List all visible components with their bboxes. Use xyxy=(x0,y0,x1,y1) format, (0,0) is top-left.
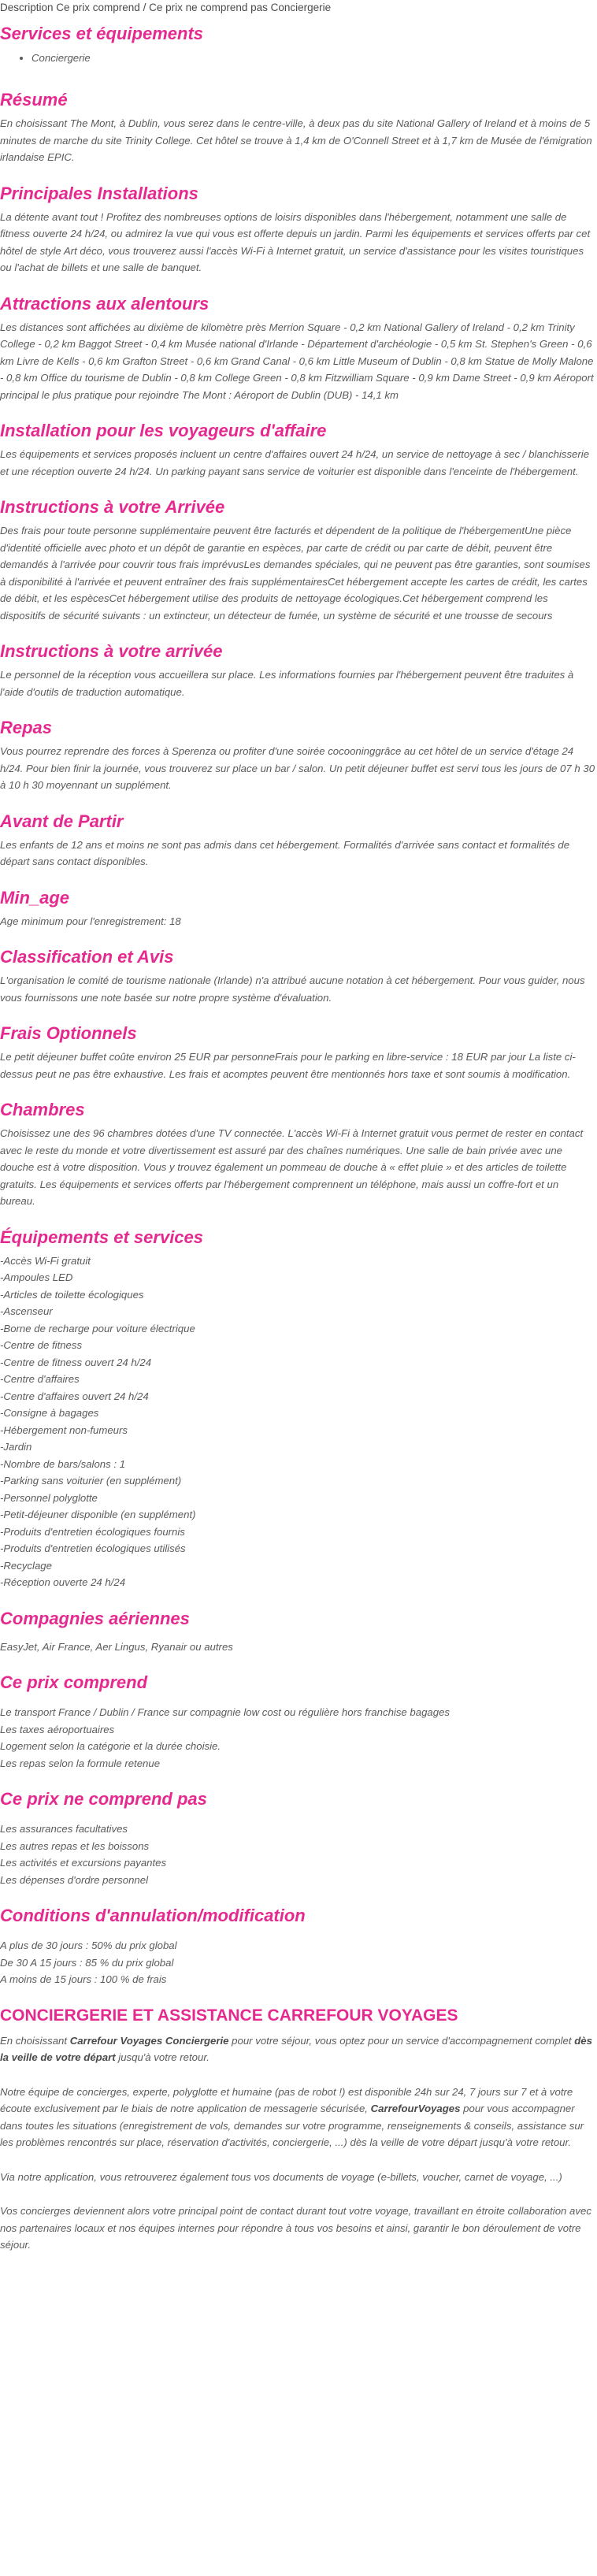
attractions-text: Les distances sont affichées au dixième de kilomètre près Merrion Square - 0,2 km National Gallery of Ireland - 0,2 km Trinity College - 0,2 km Baggot Street - 0,4 km Musée national d'Irlande - Département d'archéologie - 0,5 km St. Stephen's Green - 0,6 km Livre de Kells - 0,6 km Grafton Street - 0,6 km Grand Canal - 0,6 km Little Museum of Dublin - 0,8 km Statue de Molly Malone - 0,8 km Office du tourisme de Dublin - 0,8 km College Green - 0,8 km Fitzwilliam Square - 0,9 km Dame Street - 0,9 km Aéroport principal le plus pratique pour rejoindre The Mont : Aéroport de Dublin (DUB) - 14,1 km xyxy=(0,321,594,401)
list-item: -Borne de recharge pour voiture électrique xyxy=(0,1322,195,1334)
list-item: -Réception ouverte 24 h/24 xyxy=(0,1576,126,1588)
options-text: Le petit déjeuner buffet coûte environ 25 EUR par personneFrais pour le parking en libre-service : 18 EUR par jour La liste ci-dessus peut ne pas être exhaustive. Les frais et acomptes peuvent être mentionnés hors taxe et sont soumis à modification. xyxy=(0,1051,576,1080)
business-title: Installation pour les voyageurs d'affaire xyxy=(0,421,327,440)
list-item: -Centre de fitness ouvert 24 h/24 xyxy=(0,1356,152,1368)
list-item: -Parking sans voiturier (en supplément) xyxy=(0,1475,182,1487)
arrival2-title: Instructions à votre arrivée xyxy=(0,641,223,661)
list-item: -Jardin xyxy=(0,1441,32,1453)
concierge-p1-e: jusqu'à votre retour. xyxy=(115,2051,210,2063)
services-title: Services et équipements xyxy=(0,24,204,43)
list-item: -Nombre de bars/salons : 1 xyxy=(0,1457,126,1470)
includes-title: Ce prix comprend xyxy=(0,1672,148,1692)
installations-text: La détente avant tout ! Profitez des nombreuses options de loisirs disponibles dans l'hébergement, notamment une salle de fitness ouverte 24 h/24, ou admirez la vue qui vous est offerte depuis un jardin. Parmi les équipements et services offerts par cet hôtel de style Art déco, vous trouverez aussi l'accès Wi-Fi à Internet gratuit, un service d'assistance pour les visites touristiques ou l'achat de billets et une salle de banquet. xyxy=(0,210,591,273)
excludes-list xyxy=(0,1821,595,1888)
rooms-title: Chambres xyxy=(0,1100,85,1119)
meals-text: Vous pourrez reprendre des forces à Sperenza ou profiter d'une soirée cocooninggrâce au cet hôtel de un service d'étage 24 h/24. Pour bien finir la journée, vous trouverez sur place un bar / salon. Un petit déjeuner buffet est servi tous les jours de 07 h 30 à 10 h 30 moyennant un supplément. xyxy=(0,745,595,791)
concierge-p1-c: pour votre séjour, vous optez pour un service d'accompagnement complet xyxy=(228,2034,575,2047)
list-item: Logement selon la catégorie et la durée choisie. xyxy=(0,1740,221,1752)
classification-title: Classification et Avis xyxy=(0,947,174,967)
concierge-body xyxy=(0,2032,595,2254)
before-title: Avant de Partir xyxy=(0,811,124,831)
concierge-emphasis: dès la veille de votre départ xyxy=(0,2034,592,2063)
cancellation-title: Conditions d'annulation/modification xyxy=(0,1906,306,1925)
description-header: Description Ce prix comprend / Ce prix ne comprend pas Conciergerie xyxy=(0,2,332,13)
rooms-text: Choisissez une des 96 chambres dotées d'une TV connectée. L'accès Wi-Fi à Internet gratuit vous permet de rester en contact avec le reste du monde et votre divertissement est assuré par des chaînes numériques. Une salle de bain privée avec une douche est à votre disposition. Vous y trouvez également un pommeau de douche à « effet pluie » et des articles de toilette gratuits. Les équipements et services offerts par l'hébergement comprennent un téléphone, mais aussi un coffre-fort et un bureau. xyxy=(0,1127,584,1207)
list-item: Les autres repas et les boissons xyxy=(0,1839,150,1852)
installations-title: Principales Installations xyxy=(0,183,198,203)
business-text: Les équipements et services proposés incluent un centre d'affaires ouvert 24 h/24, un service de nettoyage à sec / blanchisserie et une réception ouverte 24 h/24. Un parking payant sans service de voiturier est disponible dans l'enceinte de l'hébergement. xyxy=(0,448,590,477)
equipment-list xyxy=(0,1253,595,1591)
concierge-paragraph-2 xyxy=(0,2084,595,2151)
list-item: Les dépenses d'ordre personnel xyxy=(0,1873,149,1886)
list-item: -Ascenseur xyxy=(0,1305,53,1317)
attractions-title: Attractions aux alentours xyxy=(0,293,210,314)
list-item: -Centre d'affaires xyxy=(0,1373,80,1385)
list-item: -Produits d'entretien écologiques fournis xyxy=(0,1525,185,1538)
concierge-p1-a: En choisissant xyxy=(0,2034,70,2047)
list-item: -Recyclage xyxy=(0,1559,52,1572)
concierge-brand-name: Carrefour Voyages Conciergerie xyxy=(69,2034,229,2047)
list-item: Les taxes aéroportuaires xyxy=(0,1723,115,1735)
cancellation-list xyxy=(0,1937,595,1988)
concierge-paragraph-4: Vos concierges deviennent alors votre principal point de contact durant tout votre voyage, travaillant en étroite collaboration avec nos partenaires locaux et nos équipes internes pour répondre à tous vos besoins et ainsi, garantir le bon déroulement de votre séjour. xyxy=(0,2205,591,2251)
options-title: Frais Optionnels xyxy=(0,1023,137,1043)
services-list xyxy=(0,50,595,66)
min-age-title: Min_age xyxy=(0,887,70,908)
list-item: -Petit-déjeuner disponible (en supplément) xyxy=(0,1509,196,1520)
concierge-paragraph-1 xyxy=(0,2032,595,2066)
airlines-text: EasyJet, Air France, Aer Lingus, Ryanair ou autres xyxy=(0,1640,233,1653)
services-item: • Conciergerie xyxy=(32,50,595,66)
includes-list xyxy=(0,1704,595,1772)
list-item: -Consigne à bagages xyxy=(0,1407,99,1419)
list-item: Les activités et excursions payantes xyxy=(0,1857,167,1869)
excludes-title: Ce prix ne comprend pas xyxy=(0,1789,207,1809)
list-item: -Articles de toilette écologiques xyxy=(0,1288,144,1301)
list-item: -Produits d'entretien écologiques utilisés xyxy=(0,1542,186,1554)
concierge-p2-c: pour vous accompagner dans toutes les situations (enregistrement de vols, demandes sur votre programme, renseignements & conseils, assistance sur les problèmes rencontrés sur place, réservation d'activités, conciergerie, ...) dès la veille de votre départ jusqu'à votre retour. xyxy=(0,2103,584,2148)
concierge-paragraph-3: Via notre application, vous retrouverez également tous vos documents de voyage (e-billets, voucher, carnet de voyage, ...) xyxy=(0,2170,562,2183)
meals-title: Repas xyxy=(0,718,53,737)
list-item: De 30 A 15 jours : 85 % du prix global xyxy=(0,1956,174,1969)
min-age-text: Age minimum pour l'enregistrement: 18 xyxy=(0,915,181,927)
concierge-title: CONCIERGERIE ET ASSISTANCE CARREFOUR VOYAGES xyxy=(0,2006,458,2025)
list-item: Les repas selon la formule retenue xyxy=(0,1757,161,1769)
equipment-title: Équipements et services xyxy=(0,1227,204,1247)
arrival-title: Instructions à votre Arrivée xyxy=(0,497,225,517)
list-item: A plus de 30 jours : 50% du prix global xyxy=(0,1939,177,1951)
before-text: Les enfants de 12 ans et moins ne sont pas admis dans cet hébergement. Formalités d'arrivée sans contact et formalités de départ sans contact disponibles. xyxy=(0,838,570,867)
list-item: Le transport France / Dublin / France sur compagnie low cost ou régulière hors franchise bagages xyxy=(0,1706,451,1718)
list-item: -Accès Wi-Fi gratuit xyxy=(0,1254,91,1267)
concierge-app-name: CarrefourVoyages xyxy=(370,2103,461,2114)
classification-text: L'organisation le comité de tourisme nationale (Irlande) n'a attribué aucune notation à cet hébergement. Pour vous guider, nous vous fournissons une note basée sur notre propre système d'évaluation. xyxy=(0,974,585,1004)
airlines-title: Compagnies aériennes xyxy=(0,1608,190,1628)
concierge-p2-a: Notre équipe de concierges, experte, polyglotte et humaine (pas de robot !) est disponible 24h sur 24, 7 jours sur 7 et à votre écoute exclusivement par le biais de notre application de messagerie sécurisée, xyxy=(0,2085,573,2114)
list-item: -Hébergement non-fumeurs xyxy=(0,1423,128,1436)
arrival2-text: Le personnel de la réception vous accueillera sur place. Les informations fournies par l'hébergement peuvent être traduites à l'aide d'outils de traduction automatique. xyxy=(0,669,574,698)
list-item: A moins de 15 jours : 100 % de frais xyxy=(0,1973,167,1985)
list-item: Les assurances facultatives xyxy=(0,1823,128,1835)
list-item: -Ampoules LED xyxy=(0,1271,73,1283)
resume-title: Résumé xyxy=(0,90,68,109)
resume-text: En choisissant The Mont, à Dublin, vous serez dans le centre-ville, à deux pas du site National Gallery of Ireland et à moins de 5 minutes de marche du site Trinity College. Cet hôtel se trouve à 1,4 km de O'Connell Street et à 1,7 km de Musée de l'émigration irlandaise EPIC. xyxy=(0,117,592,163)
arrival-text: Des frais pour toute personne supplémentaire peuvent être facturés et dépendent de la politique de l'hébergementUne pièce d'identité officielle avec photo et un dépôt de garantie en espèces, par carte de crédit ou par carte de débit, peuvent être demandés à l'arrivée pour couvrir tous frais imprévusLes demandes spéciales, qui ne peuvent pas être garanties, sont soumises à disponibilité à l'arrivée et peuvent entraîner des frais supplémentairesCet hébergement accepte les cartes de crédit, les cartes de débit, et les espècesCet hébergement utilise des produits de nettoyage écologiques.Cet hébergement comprend les dispositifs de sécurité suivants : un extincteur, un détecteur de fumée, un système de sécurité et une trousse de secours xyxy=(0,525,591,622)
list-item: -Centre d'affaires ouvert 24 h/24 xyxy=(0,1390,149,1402)
list-item: -Centre de fitness xyxy=(0,1339,83,1351)
list-item: -Personnel polyglotte xyxy=(0,1491,98,1504)
